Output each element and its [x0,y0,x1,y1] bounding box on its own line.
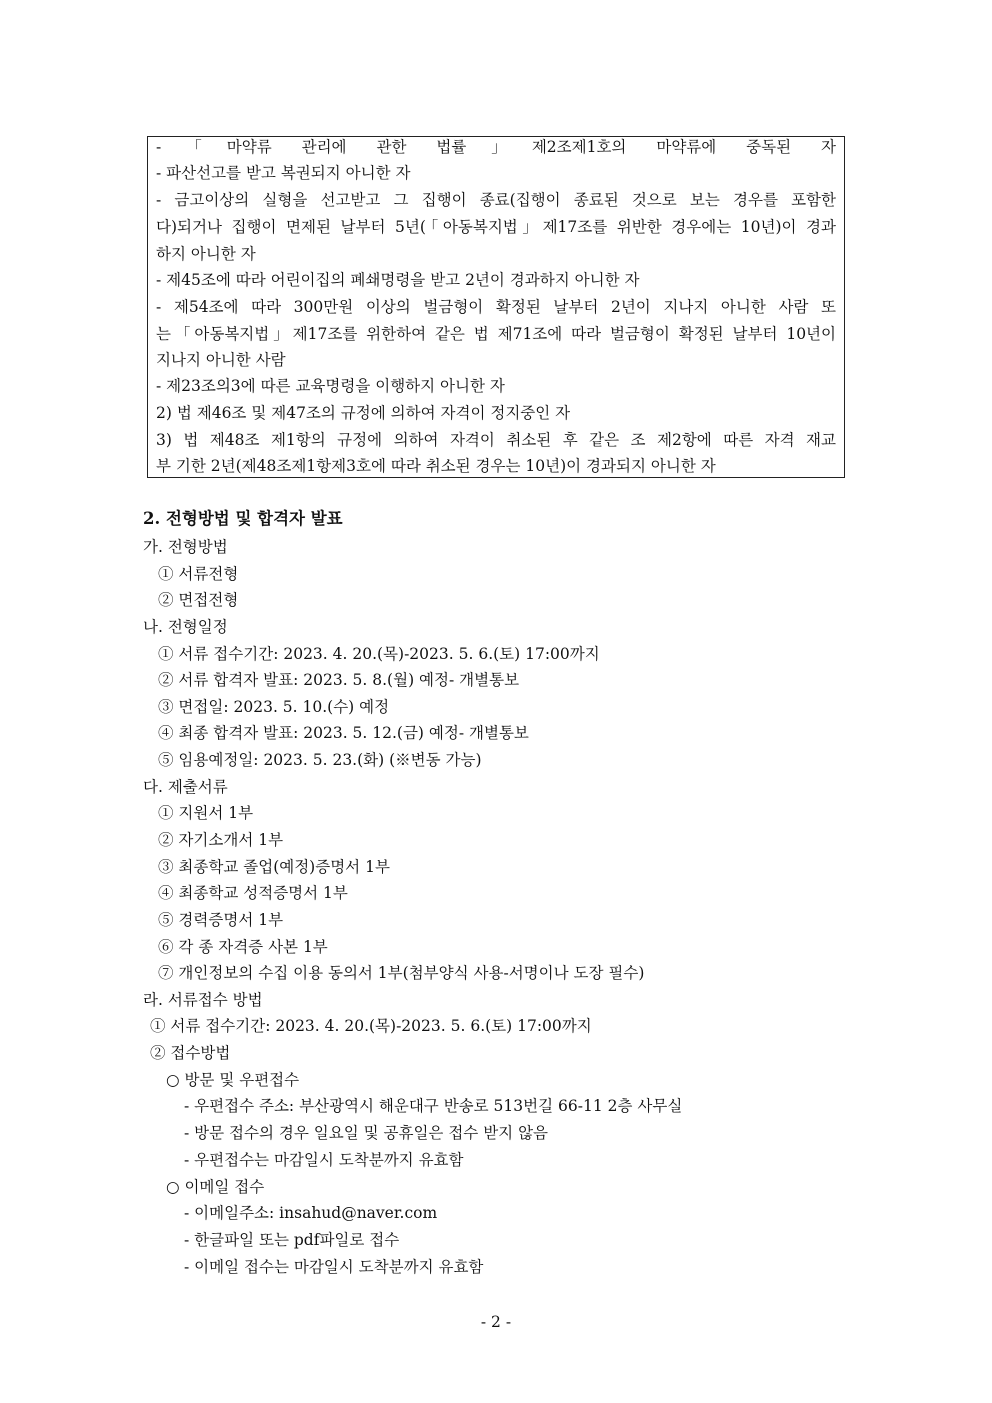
disqualification-box [147,136,845,478]
detail-item: - 우편접수는 마감일시 도착분까지 유효함 [184,1151,464,1169]
list-item: ① 지원서 1부 [158,804,254,822]
list-item: ④ 최종 합격자 발표: 2023. 5. 12.(금) 예정- 개별통보 [158,724,529,742]
box-line: 다)되거나 집행이 면제된 날부터 5년(「아동복지법」제17조를 위반한 경우에는 10년)이 경과 [156,218,836,236]
page-number: - 2 - [480,1313,512,1331]
list-item: ② 서류 합격자 발표: 2023. 5. 8.(월) 예정- 개별통보 [158,671,520,689]
box-line: - 제23조의3에 따른 교육명령을 이행하지 아니한 자 [156,377,505,395]
submission-type: ○ 방문 및 우편접수 [166,1071,300,1089]
list-item: ⑥ 각 종 자격증 사본 1부 [158,938,328,956]
subsection-label: 가. 전형방법 [143,538,228,556]
detail-item: - 이메일주소: insahud@naver.com [184,1204,438,1222]
box-line: 하지 아니한 자 [156,245,256,263]
box-line: 3) 법 제48조 제1항의 규정에 의하여 자격이 취소된 후 같은 조 제2항에 따른 자격 재교 [156,431,836,449]
box-line: 부 기한 2년(제48조제1항제3호에 따라 취소된 경우는 10년)이 경과되지 아니한 자 [156,457,716,475]
list-item: ⑤ 임용예정일: 2023. 5. 23.(화) (※변동 가능) [158,751,482,769]
list-item: ① 서류 접수기간: 2023. 4. 20.(목)-2023. 5. 6.(토) 17:00까지 [158,645,600,663]
detail-item: - 한글파일 또는 pdf파일로 접수 [184,1231,400,1249]
detail-item: - 이메일 접수는 마감일시 도착분까지 유효함 [184,1258,484,1276]
detail-item: - 우편접수 주소: 부산광역시 해운대구 반송로 513번길 66-11 2층 사무실 [184,1097,683,1115]
list-item: ⑦ 개인정보의 수집 이용 동의서 1부(첨부양식 사용-서명이나 도장 필수) [158,964,645,982]
list-item: ⑤ 경력증명서 1부 [158,911,284,929]
box-line: - 금고이상의 실형을 선고받고 그 집행이 종료(집행이 종료된 것으로 보는 경우를 포함한 [156,191,836,209]
box-line: - 제54조에 따라 300만원 이상의 벌금형이 확정된 날부터 2년이 지나지 아니한 사람 또 [156,298,836,316]
submission-type: ○ 이메일 접수 [166,1178,265,1196]
list-item: ② 면접전형 [158,591,239,609]
box-line: 지나지 아니한 사람 [156,351,286,369]
list-item: ③ 최종학교 졸업(예정)증명서 1부 [158,858,390,876]
list-item: ③ 면접일: 2023. 5. 10.(수) 예정 [158,698,390,716]
list-item: ② 자기소개서 1부 [158,831,284,849]
box-line: - 제45조에 따라 어린이집의 폐쇄명령을 받고 2년이 경과하지 아니한 자 [156,271,640,289]
list-item: ① 서류 접수기간: 2023. 4. 20.(목)-2023. 5. 6.(토) 17:00까지 [150,1017,592,1035]
list-item: ④ 최종학교 성적증명서 1부 [158,884,348,902]
box-line: 2) 법 제46조 및 제47조의 규정에 의하여 자격이 정지중인 자 [156,404,571,422]
box-line: 는「아동복지법」제17조를 위한하여 같은 법 제71조에 따라 벌금형이 확정된 날부터 10년이 [156,325,836,343]
box-line: -「마약류 관리에 관한 법률」제2조제1호의 마약류에 중독된 자 [156,138,836,156]
subsection-label: 다. 제출서류 [143,778,228,796]
box-line: - 파산선고를 받고 복권되지 아니한 자 [156,164,411,182]
subsection-label: 라. 서류접수 방법 [143,991,263,1009]
list-item: ② 접수방법 [150,1044,231,1062]
section-title: 2. 전형방법 및 합격자 발표 [143,509,343,528]
detail-item: - 방문 접수의 경우 일요일 및 공휴일은 접수 받지 않음 [184,1124,549,1142]
subsection-label: 나. 전형일정 [143,618,228,636]
list-item: ① 서류전형 [158,565,239,583]
